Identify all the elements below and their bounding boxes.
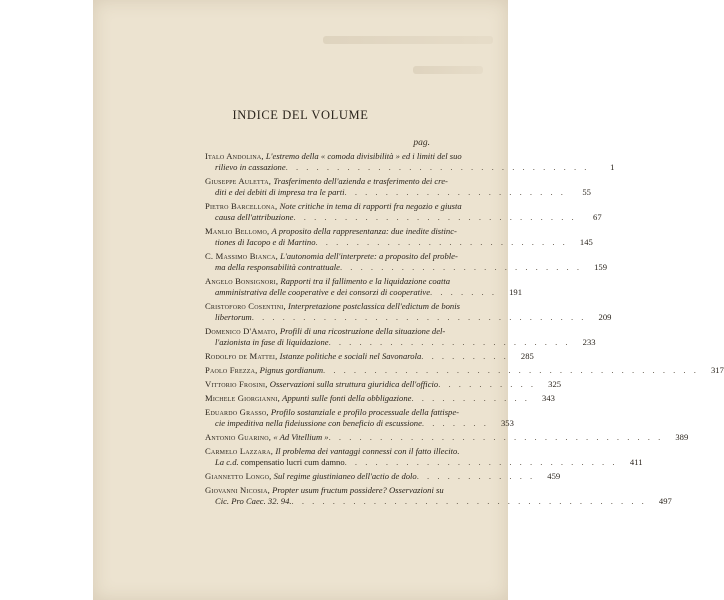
leader-dots: . . . . . . . . . <box>421 351 509 361</box>
toc-entry <box>205 301 612 323</box>
leader-dots: . . . . . . . . . . . . . . . . . . . . . . . . . . . . . . . . . . . . . <box>323 365 699 375</box>
entry-author: Giuseppe Auletta, <box>205 176 272 186</box>
entry-title: Istanze politiche e sociali nel Savonarola <box>279 351 422 361</box>
entry-title: Appunti sulle fonti della obbligazione <box>282 393 412 403</box>
leader-dots: . . . . . . . . . . . . . . . . . . . . . . . . . . . . . . <box>285 162 590 172</box>
toc-entry <box>205 485 672 507</box>
entry-author: Michele Giorgianni, <box>205 393 280 403</box>
page-title: INDICE DEL VOLUME <box>232 108 369 122</box>
book-page <box>93 0 724 600</box>
entry-author: Domenico D'Amato, <box>205 326 278 336</box>
entry-author: Antonio Guarino, <box>205 432 272 442</box>
entry-title: Osservazioni sulla struttura giuridica dell'officio <box>269 379 439 389</box>
leader-dots: . . . . . . . <box>430 287 497 297</box>
entry-author: C. Massimo Bianca, <box>205 251 278 261</box>
entry-page: 353 <box>500 418 514 428</box>
entry-page: 411 <box>629 457 643 467</box>
page-column-label: pag. <box>413 138 430 148</box>
entry-page: 233 <box>582 337 596 347</box>
toc-entry <box>205 226 593 248</box>
entry-author: Eduardo Grasso, <box>205 407 269 417</box>
entry-page: 325 <box>548 379 562 389</box>
entry-author: Carmelo Lazzara, <box>205 446 274 456</box>
toc-entry <box>205 407 513 429</box>
toc-entry <box>205 251 607 273</box>
leader-dots: . . . . . . . . . . . . . . . . . . . . . . . . . <box>315 237 568 247</box>
leader-dots: . . . . . . . . . . . . <box>411 393 530 403</box>
entry-author: Pietro Barcellona, <box>205 201 278 211</box>
entry-title: L'estremo della « comoda divisibilità » ed i limiti del suo <box>265 151 462 161</box>
entry-title-cont: compensatio lucri cum damno <box>240 457 345 467</box>
table-of-contents <box>205 151 724 510</box>
entry-page: 55 <box>582 187 591 197</box>
bleed-through-text <box>323 36 493 44</box>
leader-dots: . . . . . . . <box>421 418 489 428</box>
entry-author: Vittorio Frosini, <box>205 379 268 389</box>
entry-title: Profilo sostanziale e profilo processuale della fattispe- <box>270 407 460 417</box>
toc-entry <box>205 201 602 223</box>
toc-entry <box>205 276 522 298</box>
leader-dots: . . . . . . . . . . <box>438 379 537 389</box>
entry-title-cont: diti e dei debiti di impresa tra le parti <box>215 187 345 197</box>
entry-title: Interpretazione postclassica dell'edictum de bonis <box>288 301 460 311</box>
entry-author: Angelo Bonsignori, <box>205 276 279 286</box>
entry-page: 497 <box>658 496 672 506</box>
toc-entry <box>205 151 615 173</box>
toc-entry <box>205 379 562 390</box>
entry-title-cont: ma della responsabilità contrattuale <box>215 262 340 272</box>
entry-author: Paolo Frezza, <box>205 365 258 375</box>
entry-author: Italo Andolina, <box>205 151 264 161</box>
toc-entry <box>205 365 724 376</box>
entry-page: 285 <box>520 351 534 361</box>
toc-entry <box>205 176 591 198</box>
entry-author: Cristoforo Cosentini, <box>205 301 286 311</box>
entry-title: Rapporti tra il fallimento e la liquidazione coatta <box>280 276 451 286</box>
entry-page: 389 <box>675 432 689 442</box>
entry-page: 191 <box>509 287 522 297</box>
entry-title-cont: rilievo in cassazione <box>215 162 286 172</box>
toc-entry <box>205 393 555 404</box>
entry-page: 1 <box>610 162 615 172</box>
leader-dots: . . . . . . . . . . . . . . . . . . . . . . . . <box>340 262 582 272</box>
leader-dots: . . . . . . . . . . . . . . . . . . . . . . <box>344 187 566 197</box>
toc-entry <box>205 326 596 348</box>
entry-author: Rodolfo de Mattei, <box>205 351 278 361</box>
entry-page: 459 <box>547 471 561 481</box>
entry-title: « Ad Vitellium » <box>273 432 329 442</box>
entry-page: 145 <box>579 237 593 247</box>
leader-dots: . . . . . . . . . . . . . . . . . . . . . . . . . . . . . . . . . <box>328 432 664 442</box>
bleed-through-text <box>413 66 483 74</box>
entry-title: Sul regime giustinianeo dell'actio de dolo <box>273 471 417 481</box>
leader-dots: . . . . . . . . . . . . <box>416 471 536 481</box>
toc-entry <box>205 471 561 482</box>
entry-title-cont: l'azionista in fase di liquidazione <box>215 337 329 347</box>
entry-title-cont: Cic. Pro Caec. 32. 94. <box>215 496 292 506</box>
entry-title: L'autonomia dell'interprete: a proposito del proble- <box>280 251 458 261</box>
entry-title: Note critiche in tema di rapporti fra negozio e giusta <box>279 201 462 211</box>
leader-dots: . . . . . . . . . . . . . . . . . . . . . . . . <box>328 337 571 347</box>
entry-title-cont: tiones di Iacopo e di Martino <box>215 237 316 247</box>
entry-title-cont: amministrativa delle cooperative e dei consorzi di cooperative <box>215 287 431 297</box>
leader-dots: . . . . . . . . . . . . . . . . . . . . . . . . . . . . <box>293 212 577 222</box>
entry-title: Trasferimento dell'azienda e trasferimento dei cre- <box>273 176 448 186</box>
entry-title-cont: cie impeditiva nella fideiussione con beneficio di escussione <box>215 418 422 428</box>
entry-title: Pignus gordianum <box>259 365 324 375</box>
entry-page: 159 <box>594 262 607 272</box>
toc-entry <box>205 351 534 362</box>
entry-title-cont: La c.d. <box>215 457 239 467</box>
toc-entry <box>205 446 643 468</box>
leader-dots: . . . . . . . . . . . . . . . . . . . . . . . . . . . . . . . . . <box>251 312 587 322</box>
entry-author: Manlio Bellomo, <box>205 226 270 236</box>
entry-page: 343 <box>542 393 555 403</box>
entry-title-cont: libertorum <box>215 312 252 322</box>
entry-title: Il problema dei vantaggi connessi con il fatto illecito. <box>275 446 460 456</box>
entry-title: A proposito della rappresentanza: due inedite distinc- <box>271 226 457 236</box>
entry-author: Giannetto Longo, <box>205 471 272 481</box>
entry-title-cont: causa dell'attribuzione <box>215 212 294 222</box>
leader-dots: . . . . . . . . . . . . . . . . . . . . . . . . . . . <box>344 457 618 467</box>
toc-entry <box>205 432 689 443</box>
entry-title: Profili di una ricostruzione della situazione del- <box>279 326 446 336</box>
entry-page: 209 <box>598 312 612 322</box>
entry-author: Giovanni Nicosia, <box>205 485 270 495</box>
entry-page: 317 <box>710 365 724 375</box>
entry-title: Propter usum fructum possidere? Osservazioni su <box>272 485 444 495</box>
entry-page: 67 <box>593 212 602 222</box>
leader-dots: . . . . . . . . . . . . . . . . . . . . . . . . . . . . . . . . . . . <box>291 496 647 506</box>
